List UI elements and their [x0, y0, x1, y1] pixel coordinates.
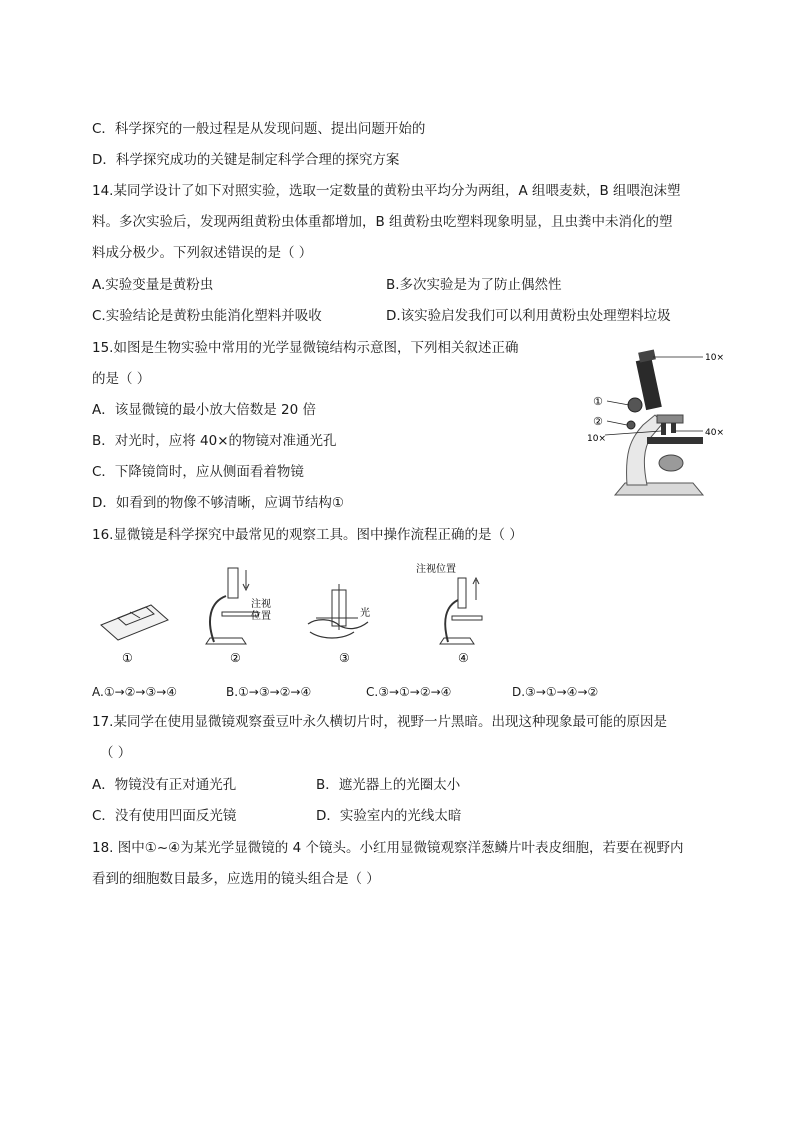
q15-option-d: D．如看到的物像不够清晰，应调节结构① — [92, 495, 344, 511]
q17-option-b: B．遮光器上的光圈太小 — [316, 777, 461, 793]
q16-option-c: C.③→①→②→④ — [366, 685, 452, 699]
microscope-operation-figure — [96, 560, 496, 670]
q15-stem-line2: 的是（ ） — [92, 371, 151, 387]
q14-stem-line3: 料成分极少。下列叙述错误的是（ ） — [92, 245, 313, 261]
q18-stem-line2: 看到的细胞数目最多，应选用的镜头组合是（ ） — [92, 871, 380, 887]
q16-option-a: A.①→②→③→④ — [92, 685, 178, 699]
q18-stem-line1: 18. 图中①~④为某光学显微镜的 4 个镜头。小红用显微镜观察洋葱鳞片叶表皮细胞，若要在视野内 — [92, 840, 684, 856]
q16-option-d: D.③→①→④→② — [512, 685, 599, 699]
step4-note: 注视位置 — [416, 564, 456, 575]
step3-hands-icon — [308, 584, 368, 638]
label-mark-2: ② — [593, 415, 603, 428]
label-mark-1: ① — [593, 395, 603, 408]
q13-option-c: C．科学探究的一般过程是从发现问题、提出问题开始的 — [92, 121, 426, 137]
q15-option-a: A．该显微镜的最小放大倍数是 20 倍 — [92, 402, 316, 418]
step4-microscope-icon — [440, 578, 482, 644]
q15-option-c: C．下降镜筒时，应从侧面看着物镜 — [92, 464, 304, 480]
q15-option-b: B．对光时，应将 40×的物镜对准通光孔 — [92, 433, 337, 449]
q14-option-c: C.实验结论是黄粉虫能消化塑料并吸收 — [92, 308, 322, 324]
q13-option-d: D．科学探究成功的关键是制定科学合理的探究方案 — [92, 152, 400, 168]
step3-note-light: 光 — [360, 608, 370, 619]
label-objective-low: 10× — [587, 434, 606, 444]
caption-step3: ③ — [339, 651, 350, 665]
q17-option-c: C．没有使用凹面反光镜 — [92, 808, 237, 824]
q16-option-b: B.①→③→②→④ — [226, 685, 312, 699]
q16-stem: 16.显微镜是科学探究中最常见的观察工具。图中操作流程正确的是（ ） — [92, 527, 523, 543]
label-eyepiece: 10× — [705, 353, 724, 363]
q14-stem-line2: 料。多次实验后，发现两组黄粉虫体重都增加，B 组黄粉虫吃塑料现象明显，且虫粪中未消化的塑 — [92, 214, 673, 230]
caption-step4: ④ — [458, 651, 469, 665]
q14-option-b: B.多次实验是为了防止偶然性 — [386, 277, 562, 293]
microscope-structure-figure — [585, 345, 735, 505]
q17-option-a: A．物镜没有正对通光孔 — [92, 777, 237, 793]
step2-note-b: 位置 — [251, 611, 271, 622]
q17-stem-line2: （ ） — [100, 745, 132, 761]
label-objective-high: 40× — [705, 428, 724, 438]
step2-note-a: 注视 — [251, 599, 271, 610]
q14-stem-line1: 14.某同学设计了如下对照实验，选取一定数量的黄粉虫平均分为两组，A 组喂麦麸，B 组喂泡沫塑 — [92, 183, 681, 199]
q17-stem-line1: 17.某同学在使用显微镜观察蚕豆叶永久横切片时，视野一片黑暗。出现这种现象最可能的原因是 — [92, 714, 667, 730]
q17-option-d: D．实验室内的光线太暗 — [316, 808, 462, 824]
q14-option-d: D.该实验启发我们可以利用黄粉虫处理塑料垃圾 — [386, 308, 671, 324]
caption-step1: ① — [122, 651, 133, 665]
q15-stem-line1: 15.如图是生物实验中常用的光学显微镜结构示意图，下列相关叙述正确 — [92, 340, 519, 356]
step1-slide-icon — [101, 605, 168, 640]
caption-step2: ② — [230, 651, 241, 665]
q14-option-a: A.实验变量是黄粉虫 — [92, 277, 214, 293]
